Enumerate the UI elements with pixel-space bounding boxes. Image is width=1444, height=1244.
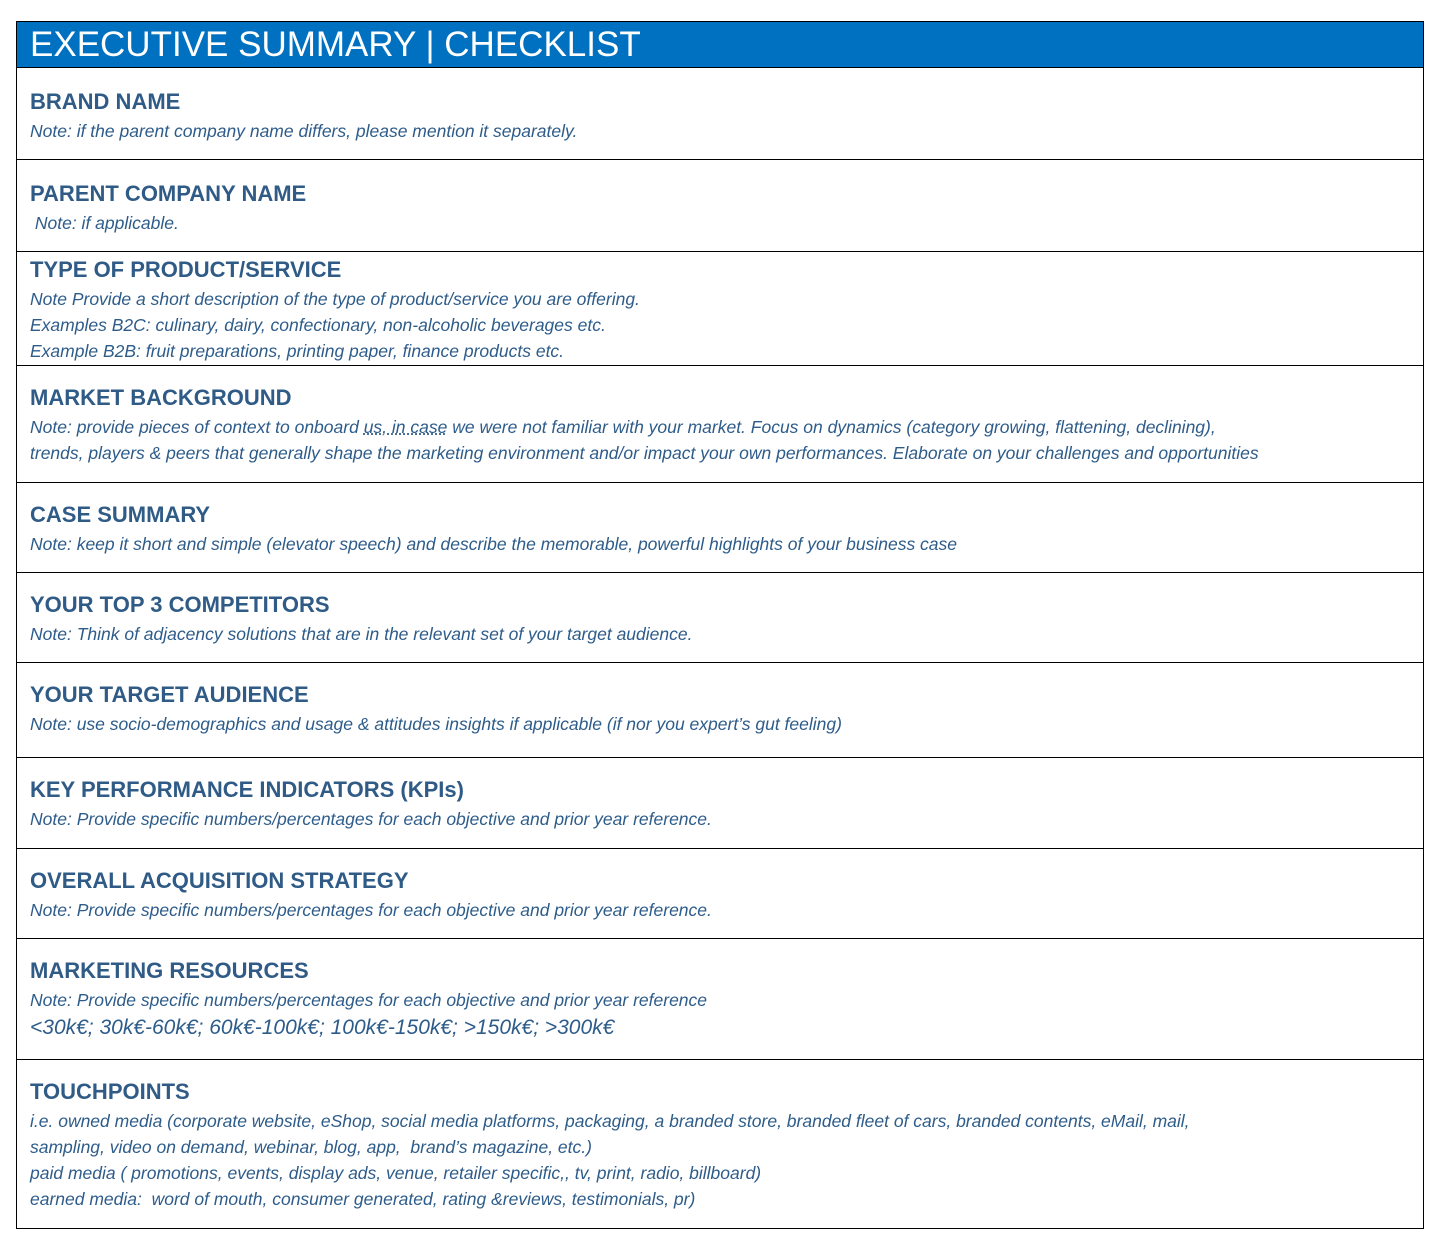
section-note: Note: use socio-demographics and usage & attitudes insights if applicable (if nor you expert’s gut feeling) <box>30 714 842 734</box>
section-acquisition-strategy <box>17 849 1423 939</box>
budget-ranges: <30k€; 30k€-60k€; 60k€-100k€; 100k€-150k€; >150k€; >300k€ <box>30 1016 615 1039</box>
note-part-underlined: us, in case <box>363 417 448 437</box>
section-top-3-competitors <box>17 573 1423 663</box>
section-note: sampling, video on demand, webinar, blog, app, brand’s magazine, etc.) <box>30 1137 592 1157</box>
section-title: PARENT COMPANY NAME <box>30 181 307 206</box>
section-parent-company-name <box>17 160 1423 252</box>
section-title: YOUR TARGET AUDIENCE <box>30 682 309 707</box>
section-note: Note: Provide specific numbers/percentages for each objective and prior year reference. <box>30 809 712 829</box>
section-kpis <box>17 758 1423 849</box>
section-marketing-resources <box>17 939 1423 1060</box>
section-note <box>30 416 1216 438</box>
section-note: Note: Provide specific numbers/percentages for each objective and prior year reference. <box>30 900 712 920</box>
section-note: Note Provide a short description of the type of product/service you are offering. <box>30 289 640 309</box>
section-note: Note: keep it short and simple (elevator speech) and describe the memorable, powerful highlights of your business case <box>30 534 958 554</box>
note-part: Note: provide pieces of context to onboard <box>30 417 364 437</box>
section-type-of-product-service <box>17 252 1423 366</box>
page-title: EXECUTIVE SUMMARY | CHECKLIST <box>17 22 1423 68</box>
section-title: CASE SUMMARY <box>30 502 211 527</box>
section-note: Example B2B: fruit preparations, printing paper, finance products etc. <box>30 341 565 361</box>
checklist-table <box>16 21 1424 1229</box>
section-touchpoints <box>17 1060 1423 1228</box>
section-note: i.e. owned media (corporate website, eShop, social media platforms, packaging, a branded store, branded fleet of cars, branded contents, eMail, mail, <box>30 1111 1190 1131</box>
section-note: Note: if applicable. <box>30 213 179 233</box>
section-title: KEY PERFORMANCE INDICATORS (KPIs) <box>30 777 464 802</box>
section-title: MARKET BACKGROUND <box>30 385 292 410</box>
section-note: earned media: word of mouth, consumer generated, rating &reviews, testimonials, pr) <box>30 1189 696 1209</box>
section-title: YOUR TOP 3 COMPETITORS <box>30 592 330 617</box>
section-title: TYPE OF PRODUCT/SERVICE <box>30 257 342 282</box>
section-note: Note: Provide specific numbers/percentages for each objective and prior year reference <box>30 990 708 1010</box>
section-market-background <box>17 366 1423 483</box>
section-note: Note: if the parent company name differs, please mention it separately. <box>30 121 578 141</box>
section-note: Examples B2C: culinary, dairy, confectionary, non-alcoholic beverages etc. <box>30 315 606 335</box>
section-case-summary <box>17 483 1423 573</box>
section-note: Note: Think of adjacency solutions that are in the relevant set of your target audience. <box>30 624 693 644</box>
section-title: BRAND NAME <box>30 89 181 114</box>
section-target-audience <box>17 663 1423 758</box>
section-title: OVERALL ACQUISITION STRATEGY <box>30 868 409 893</box>
note-part: we were not familiar with your market. Focus on dynamics (category growing, flattening, declining), <box>447 417 1216 437</box>
section-note: trends, players & peers that generally shape the marketing environment and/or impact your own performances. Elaborate on your challenges and opportunities <box>30 443 1259 463</box>
section-brand-name <box>17 68 1423 160</box>
section-title: MARKETING RESOURCES <box>30 958 309 983</box>
section-title: TOUCHPOINTS <box>30 1079 190 1104</box>
section-note: paid media ( promotions, events, display ads, venue, retailer specific,, tv, print, radio, billboard) <box>30 1163 762 1183</box>
